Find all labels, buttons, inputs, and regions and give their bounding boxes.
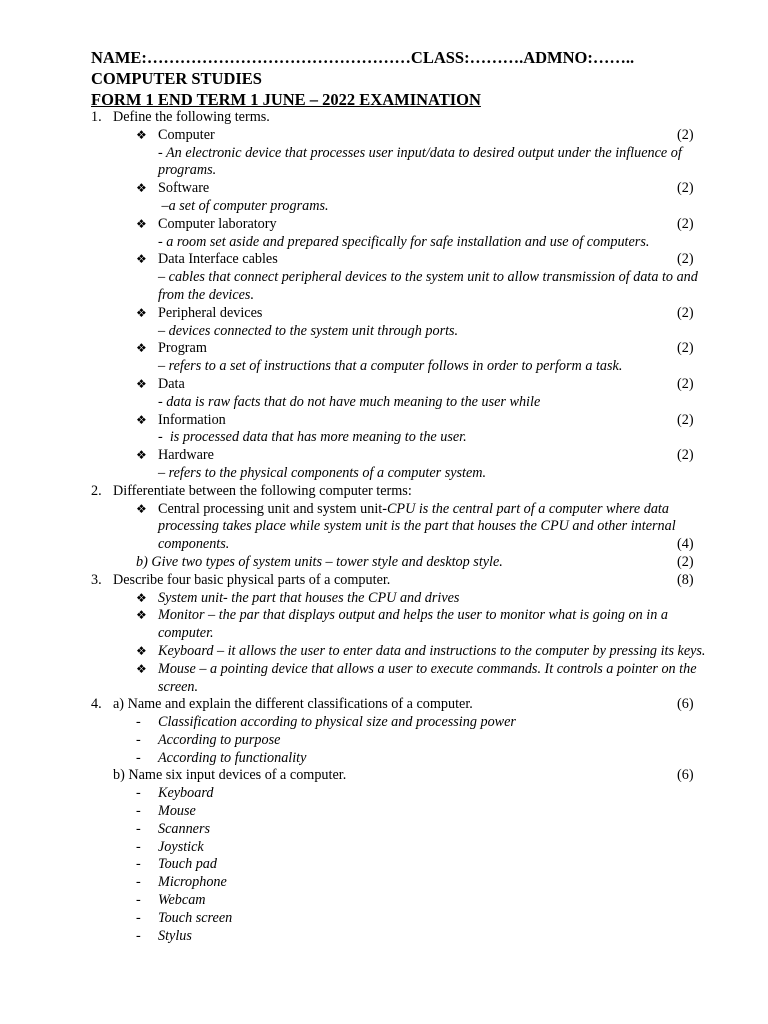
marks: (2) [677, 553, 694, 570]
question-number: 4. [91, 696, 102, 713]
input-device-item [0, 803, 768, 821]
classification-item [0, 732, 768, 750]
q2-item-prefix: Central processing unit and system unit- [158, 500, 387, 517]
diamond-bullet-icon: ❖ [136, 661, 147, 676]
q3-item-list [0, 590, 768, 697]
marks: (2) [677, 251, 694, 268]
term-answer: –a set of computer programs. [158, 197, 329, 214]
classification-item-text: According to functionality [158, 749, 307, 766]
dash-marker: - [136, 927, 141, 944]
q3-item [0, 643, 768, 661]
question-text: b) Name six input devices of a computer. [113, 767, 347, 784]
subject-title: COMPUTER STUDIES [91, 69, 262, 88]
input-device-item [0, 874, 768, 892]
q1-term-row [0, 447, 768, 465]
diamond-bullet-icon: ❖ [136, 181, 147, 196]
marks: (2) [677, 447, 694, 464]
input-device-item-text: Mouse [158, 803, 196, 820]
term-answer: - data is raw facts that do not have much meaning to the user while [158, 393, 541, 410]
input-device-item-text: Microphone [158, 874, 227, 891]
diamond-bullet-icon: ❖ [136, 412, 147, 427]
question-text: a) Name and explain the different classifications of a computer. [113, 696, 473, 713]
dash-marker: - [136, 892, 141, 909]
classification-item-text: According to purpose [158, 731, 281, 748]
q2-item-answer: CPU is the central part of a computer where data processing takes place while system unit is the part that houses the CPU and other internal components. [158, 500, 676, 553]
diamond-bullet-icon: ❖ [136, 252, 147, 267]
input-device-item-text: Keyboard [158, 785, 214, 802]
question-text: Define the following terms. [113, 109, 270, 125]
marks: (6) [677, 767, 694, 784]
dash-marker: - [136, 874, 141, 891]
input-device-item [0, 856, 768, 874]
question-number: 2. [91, 482, 102, 499]
term-answer: – devices connected to the system unit through ports. [158, 322, 459, 339]
input-device-item-text: Joystick [158, 838, 204, 855]
diamond-bullet-icon: ❖ [136, 448, 147, 463]
diamond-bullet-icon: ❖ [136, 216, 147, 231]
input-device-item-text: Scanners [158, 820, 211, 837]
name-class-admno-line: NAME:…………………………………………CLASS:……….ADMNO:…….. [91, 48, 635, 67]
q1-term-row [0, 180, 768, 198]
input-device-item-text: Webcam [158, 892, 206, 909]
dash-marker: - [136, 749, 141, 766]
dash-marker: - [136, 731, 141, 748]
q3-item-text: Keyboard – it allows the user to enter data and instructions to the computer by pressing its keys. [158, 642, 706, 659]
marks: (2) [677, 304, 694, 321]
term-name: Program [158, 340, 207, 357]
term-name: Computer laboratory [158, 215, 277, 232]
diamond-bullet-icon: ❖ [136, 643, 147, 658]
term-name: Data Interface cables [158, 251, 278, 268]
question-1 [0, 109, 768, 127]
diamond-bullet-icon: ❖ [136, 608, 147, 623]
term-name: Software [158, 180, 210, 197]
question-2 [0, 483, 768, 501]
q3-item-text: Mouse – a pointing device that allows a user to execute commands. It controls a pointer on the screen. [158, 660, 697, 695]
marks: (2) [677, 375, 694, 392]
marks: (2) [677, 340, 694, 357]
classification-item-text: Classification according to physical size and processing power [158, 714, 516, 731]
classification-item [0, 714, 768, 732]
marks: (4) [677, 536, 694, 553]
q3-item [0, 607, 768, 643]
q3-item-text: System unit- the part that houses the CPU and drives [158, 589, 460, 606]
dash-marker: - [136, 856, 141, 873]
term-name: Data [158, 375, 185, 392]
diamond-bullet-icon: ❖ [136, 501, 147, 516]
dash-marker: - [136, 820, 141, 837]
term-answer: - is processed data that has more meaning to the user. [158, 429, 467, 446]
input-device-item-text: Stylus [158, 927, 192, 944]
classification-item [0, 750, 768, 768]
term-answer: – cables that connect peripheral devices to the system unit to allow transmission of data to and from the devices. [158, 269, 702, 303]
term-answer: - An electronic device that processes user input/data to desired output under the influence of programs. [158, 144, 686, 179]
term-name: Information [158, 411, 226, 428]
term-answer: – refers to a set of instructions that a computer follows in order to perform a task. [158, 358, 623, 375]
question-number: 3. [91, 571, 102, 588]
q4a-item-list [0, 714, 768, 767]
diamond-bullet-icon: ❖ [136, 127, 147, 142]
q1-term-row [0, 376, 768, 394]
q1-term-row [0, 340, 768, 358]
input-device-item [0, 928, 768, 946]
dash-marker: - [136, 803, 141, 820]
marks: (2) [677, 180, 694, 197]
q2-part-b [0, 554, 768, 572]
q2-part-b-text: b) Give two types of system units – tower style and desktop style. [136, 553, 503, 570]
q1-term-row [0, 412, 768, 430]
input-device-item [0, 785, 768, 803]
input-device-item [0, 910, 768, 928]
exam-title: FORM 1 END TERM 1 JUNE – 2022 EXAMINATION [91, 90, 481, 109]
diamond-bullet-icon: ❖ [136, 341, 147, 356]
q1-term-row [0, 127, 768, 145]
q1-term-row [0, 305, 768, 323]
marks: (2) [677, 126, 694, 143]
marks: (2) [677, 411, 694, 428]
q3-item [0, 590, 768, 608]
marks: (2) [677, 215, 694, 232]
input-device-item-text: Touch pad [158, 856, 217, 873]
diamond-bullet-icon: ❖ [136, 376, 147, 391]
diamond-bullet-icon: ❖ [136, 590, 147, 605]
marks: (6) [677, 696, 694, 713]
q3-item [0, 661, 768, 697]
term-answer: - a room set aside and prepared specifically for safe installation and use of computers. [158, 233, 650, 250]
q3-item-text: Monitor – the par that displays output and helps the user to monitor what is going on in a computer. [158, 607, 668, 642]
input-device-item-text: Touch screen [158, 909, 233, 926]
question-4b [0, 767, 768, 785]
exam-content [0, 109, 768, 945]
question-text: Describe four basic physical parts of a computer. [113, 571, 391, 588]
term-name: Computer [158, 126, 215, 143]
q1-term-row [0, 251, 768, 269]
exam-header [91, 47, 731, 110]
marks: (8) [677, 571, 694, 588]
input-device-item [0, 839, 768, 857]
dash-marker: - [136, 838, 141, 855]
question-4a [0, 696, 768, 714]
diamond-bullet-icon: ❖ [136, 305, 147, 320]
input-device-item [0, 892, 768, 910]
dash-marker: - [136, 909, 141, 926]
dash-marker: - [136, 714, 141, 731]
term-answer: – refers to the physical components of a computer system. [158, 464, 487, 481]
q4b-item-list [0, 785, 768, 945]
q2-item [0, 501, 768, 554]
question-3 [0, 572, 768, 590]
q1-term-row [0, 216, 768, 234]
q1-term-list [0, 127, 768, 483]
term-name: Peripheral devices [158, 304, 263, 321]
input-device-item [0, 821, 768, 839]
dash-marker: - [136, 785, 141, 802]
term-name: Hardware [158, 447, 214, 464]
question-number: 1. [91, 109, 102, 125]
question-text: Differentiate between the following computer terms: [113, 482, 412, 499]
